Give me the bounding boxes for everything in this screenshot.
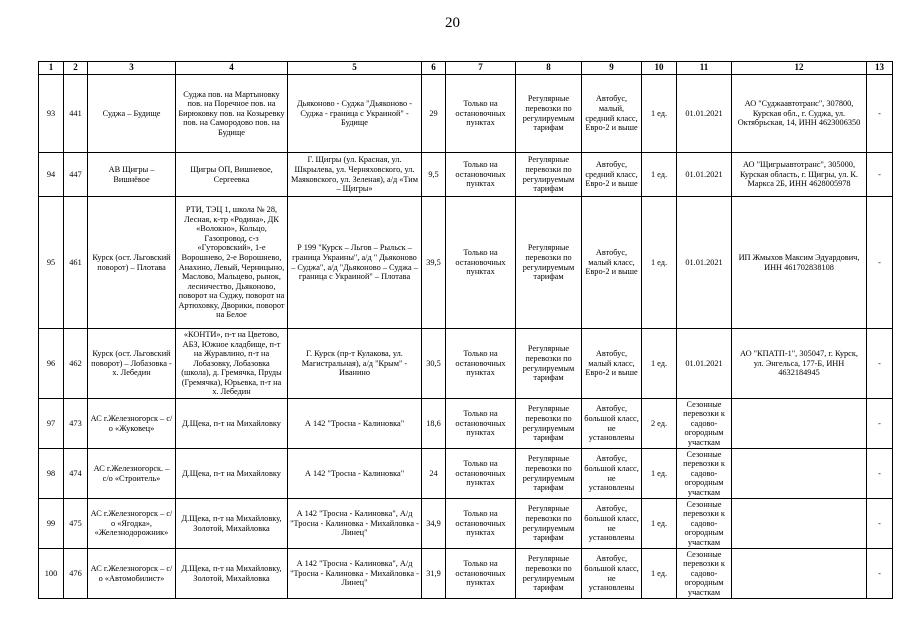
route-name-cell: Суджа – Будище [88,75,176,153]
streets-roads-cell: А 142 "Тросна - Калиновка", А/д "Тросна - Калиновка - Михайловка - Линец" [288,499,422,549]
stops-cell: «КОНТИ», п-т на Цветово, АБЗ, Южное кладбище, п-т на Журавлино, п-т на Лобазовку, Лобазовка (школа), д. Гремячка, Пруды (Гремячка), Юрьевка, п-т на х. Лебедин [176,329,288,399]
length-km-cell: 34,9 [422,499,446,549]
carrier-cell: ИП Жмыхов Максим Эдуардович, ИНН 461702838108 [732,197,867,329]
stops-cell: Д.Щека, п-т на Михайловку, Золотой, Михайловка [176,549,288,599]
vehicle-class-cell: Автобус, большой класс, не установлены [582,399,642,449]
note-cell: - [867,153,893,197]
boarding-order-cell: Только на остановочных пунктах [446,75,516,153]
table-row [39,449,893,499]
carrier-cell: АО "Щигрыавтотранс", 305000, Курская область, г. Щигры, ул. К. Маркса 2Б, ИНН 4628005978 [732,153,867,197]
start-date-cell: Сезонные перевозки к садово-огородным участкам [677,449,732,499]
carrier-cell [732,399,867,449]
start-date-cell: 01.01.2021 [677,75,732,153]
route-number-cell: 462 [64,329,88,399]
vehicle-count-cell: 1 ед. [642,449,677,499]
table-row [39,197,893,329]
transport-type-cell: Регулярные перевозки по регулируемым тарифам [516,75,582,153]
route-name-cell: АВ Щигры – Вишнёвое [88,153,176,197]
start-date-cell: 01.01.2021 [677,197,732,329]
table-row [39,153,893,197]
start-date-cell: Сезонные перевозки к садово-огородным участкам [677,499,732,549]
header-cell: 7 [446,62,516,75]
row-number-cell: 99 [39,499,64,549]
carrier-cell [732,449,867,499]
carrier-cell: АО "КПАТП-1", 305047, г. Курск, ул. Энгельса, 177-Б, ИНН 4632184945 [732,329,867,399]
stops-cell: Д.Щека, п-т на Михайловку [176,449,288,499]
header-cell: 8 [516,62,582,75]
route-name-cell: Курск (ост. Льговский поворот) – Плотава [88,197,176,329]
length-km-cell: 31,9 [422,549,446,599]
streets-roads-cell: А 142 "Тросна - Калиновка" [288,399,422,449]
boarding-order-cell: Только на остановочных пунктах [446,499,516,549]
start-date-cell: 01.01.2021 [677,153,732,197]
stops-cell: РТИ, ТЭЦ 1, школа № 28, Лесная, к-тр «Родина», ДК «Волокно», Кольцо, Газопровод, с-з «Гуторовский», 1-е Ворошнево, 2-е Ворошнево, Анахино, Левый, Черницыно, Маслово, Мальцево, рынок, лесничество, Дьяконово, поворот на Суджу, поворот на Артюховку, Дворики, поворот на Белое [176,197,288,329]
vehicle-count-cell: 1 ед. [642,75,677,153]
note-cell: - [867,499,893,549]
transport-type-cell: Регулярные перевозки по регулируемым тарифам [516,329,582,399]
table-row [39,549,893,599]
route-name-cell: АС г.Железногорск – с/о «Ягодка», «Железнодорожник» [88,499,176,549]
vehicle-count-cell: 2 ед. [642,399,677,449]
header-cell: 5 [288,62,422,75]
vehicle-class-cell: Автобус, малый класс, Евро-2 и выше [582,329,642,399]
stops-cell: Д.Щека, п-т на Михайловку, Золотой, Михайловка [176,499,288,549]
length-km-cell: 29 [422,75,446,153]
streets-roads-cell: А 142 "Тросна - Калиновка" [288,449,422,499]
length-km-cell: 18,6 [422,399,446,449]
vehicle-count-cell: 1 ед. [642,329,677,399]
route-number-cell: 475 [64,499,88,549]
row-number-cell: 94 [39,153,64,197]
row-number-cell: 98 [39,449,64,499]
stops-cell: Щигры ОП, Вишневое, Сергеевка [176,153,288,197]
route-number-cell: 461 [64,197,88,329]
vehicle-class-cell: Автобус, большой класс, не установлены [582,449,642,499]
route-name-cell: Курск (ост. Льговский поворот) – Лобазовка - х. Лебедин [88,329,176,399]
streets-roads-cell: А 142 "Тросна - Калиновка", А/д "Тросна - Калиновка - Михайловка - Линец" [288,549,422,599]
header-cell: 6 [422,62,446,75]
table-row [39,75,893,153]
vehicle-class-cell: Автобус, большой класс, не установлены [582,549,642,599]
header-cell: 3 [88,62,176,75]
boarding-order-cell: Только на остановочных пунктах [446,399,516,449]
streets-roads-cell: Г. Курск (пр-т Кулакова, ул. Магистральная), а/д "Крым" - Иванино [288,329,422,399]
header-cell: 12 [732,62,867,75]
route-number-cell: 474 [64,449,88,499]
vehicle-class-cell: Автобус, средний класс, Евро-2 и выше [582,153,642,197]
vehicle-count-cell: 1 ед. [642,549,677,599]
start-date-cell: Сезонные перевозки к садово-огородным участкам [677,399,732,449]
transport-type-cell: Регулярные перевозки по регулируемым тарифам [516,153,582,197]
start-date-cell: 01.01.2021 [677,329,732,399]
row-number-cell: 100 [39,549,64,599]
route-name-cell: АС г.Железногорск – с/о «Жуковец» [88,399,176,449]
stops-cell: Суджа пов. на Мартыновку пов. на Поречное пов. на Бирюковку пов. на Козыревку пов. на Самородово пов. на Будище [176,75,288,153]
streets-roads-cell: Дьяконово - Суджа "Дьяконово - Суджа - граница с Украиной" - Будище [288,75,422,153]
route-number-cell: 447 [64,153,88,197]
vehicle-class-cell: Автобус, малый класс, Евро-2 и выше [582,197,642,329]
header-cell: 4 [176,62,288,75]
table-row [39,329,893,399]
length-km-cell: 9,5 [422,153,446,197]
streets-roads-cell: Г. Щигры (ул. Красная, ул. Шкрылева, ул. Черняховского, ул. Маяковского, ул. Зеленая), а/д «Тим – Щигры» [288,153,422,197]
transport-type-cell: Регулярные перевозки по регулируемым тарифам [516,399,582,449]
note-cell: - [867,75,893,153]
boarding-order-cell: Только на остановочных пунктах [446,449,516,499]
header-cell: 10 [642,62,677,75]
length-km-cell: 24 [422,449,446,499]
boarding-order-cell: Только на остановочных пунктах [446,153,516,197]
header-cell: 9 [582,62,642,75]
route-number-cell: 473 [64,399,88,449]
streets-roads-cell: Р 199 "Курск – Льгов – Рыльск – граница Украины", а/д " Дьяконово – Суджа", а/д "Дьяконово – Суджа – граница с Украиной" – Плотава [288,197,422,329]
note-cell: - [867,449,893,499]
row-number-cell: 95 [39,197,64,329]
header-cell: 13 [867,62,893,75]
row-number-cell: 93 [39,75,64,153]
boarding-order-cell: Только на остановочных пунктах [446,549,516,599]
vehicle-count-cell: 1 ед. [642,197,677,329]
page-number: 20 [445,15,460,31]
transport-type-cell: Регулярные перевозки по регулируемым тарифам [516,499,582,549]
note-cell: - [867,197,893,329]
vehicle-count-cell: 1 ед. [642,499,677,549]
length-km-cell: 39,5 [422,197,446,329]
note-cell: - [867,329,893,399]
stops-cell: Д.Щека, п-т на Михайловку [176,399,288,449]
header-cell: 11 [677,62,732,75]
row-number-cell: 96 [39,329,64,399]
route-name-cell: АС г.Железногорск – с/о «Автомобилист» [88,549,176,599]
boarding-order-cell: Только на остановочных пунктах [446,197,516,329]
route-number-cell: 476 [64,549,88,599]
carrier-cell [732,549,867,599]
vehicle-count-cell: 1 ед. [642,153,677,197]
vehicle-class-cell: Автобус, большой класс, не установлены [582,499,642,549]
boarding-order-cell: Только на остановочных пунктах [446,329,516,399]
carrier-cell: АО "Суджаавтотранс", 307800, Курская обл., г. Суджа, ул. Октябрьская, 14, ИНН 4623006350 [732,75,867,153]
table-row [39,399,893,449]
header-cell: 1 [39,62,64,75]
transport-type-cell: Регулярные перевозки по регулируемым тарифам [516,549,582,599]
route-number-cell: 441 [64,75,88,153]
carrier-cell [732,499,867,549]
table-row [39,499,893,549]
note-cell: - [867,549,893,599]
header-cell: 2 [64,62,88,75]
vehicle-class-cell: Автобус, малый, средний класс, Евро-2 и выше [582,75,642,153]
note-cell: - [867,399,893,449]
row-number-cell: 97 [39,399,64,449]
length-km-cell: 30,5 [422,329,446,399]
header-row [39,62,893,75]
start-date-cell: Сезонные перевозки к садово-огородным участкам [677,549,732,599]
routes-table [38,61,893,599]
transport-type-cell: Регулярные перевозки по регулируемым тарифам [516,449,582,499]
transport-type-cell: Регулярные перевозки по регулируемым тарифам [516,197,582,329]
route-name-cell: АС г.Железногорск. – с/о «Строитель» [88,449,176,499]
